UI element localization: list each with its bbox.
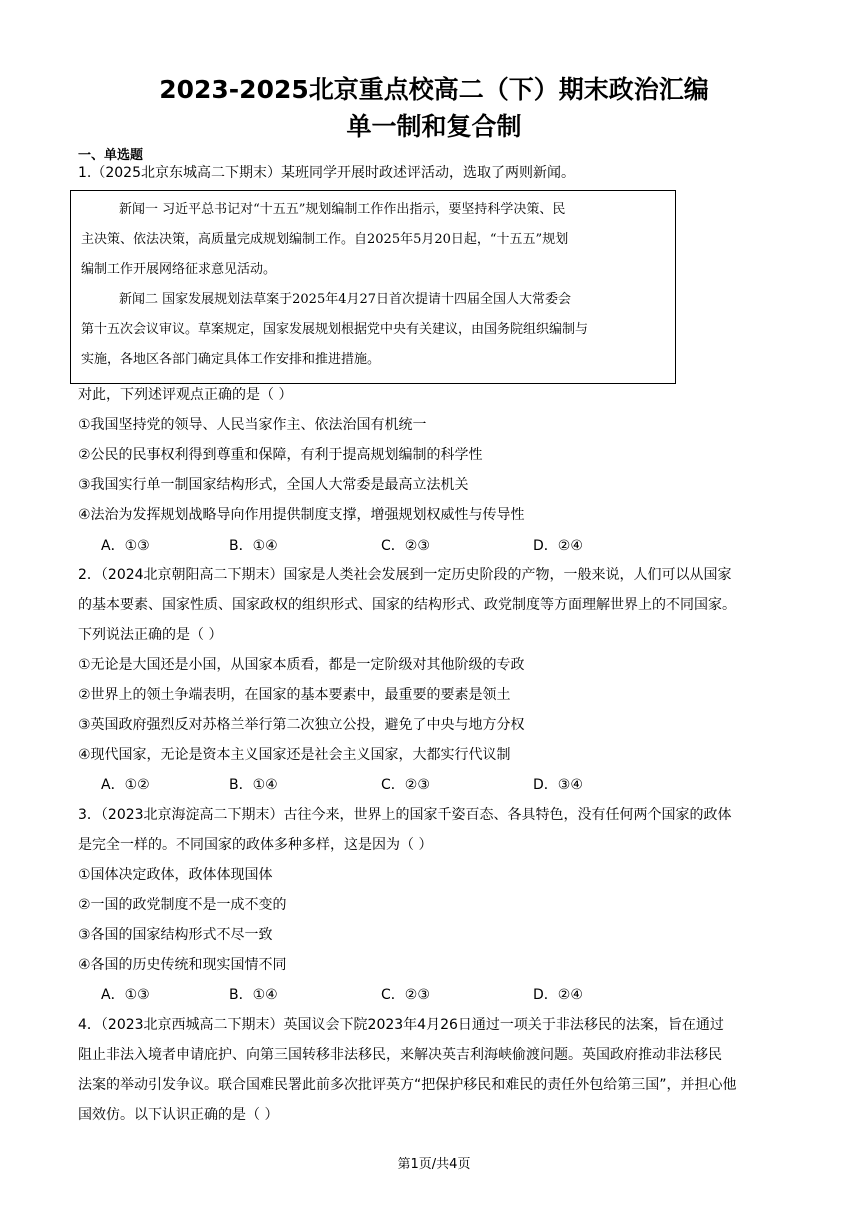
news-box bbox=[70, 190, 676, 384]
statement: ④各国的历史传统和现实国情不同 bbox=[78, 957, 287, 973]
question-4-stem: 法案的举动引发争议。联合国难民署此前多次批评英方“把保护移民和难民的责任外包给第三国”，并担心他 bbox=[78, 1077, 737, 1093]
statement: ④现代国家，无论是资本主义国家还是社会主义国家，大都实行代议制 bbox=[78, 747, 511, 763]
question-3-stem: 3．（2023北京海淀高二下期末）古往今来，世界上的国家千姿百态、各具特色，没有任何两个国家的政体 bbox=[78, 807, 732, 823]
news-line: 编制工作开展网络征求意见活动。 bbox=[81, 262, 277, 277]
option-d[interactable]: D．②④ bbox=[533, 987, 583, 1003]
question-4-stem: 阻止非法入境者申请庇护、向第三国转移非法移民，来解决英吉利海峡偷渡问题。英国政府推动非法移民 bbox=[78, 1047, 722, 1063]
news-line: 实施，各地区各部门确定具体工作安排和推进措施。 bbox=[81, 352, 381, 367]
statement: ①无论是大国还是小国，从国家本质看，都是一定阶级对其他阶级的专政 bbox=[78, 657, 525, 673]
question-1-stem: 1.（2025北京东城高二下期末）某班同学开展时政述评活动，选取了两则新闻。 bbox=[78, 165, 575, 181]
news-line: 主决策、依法决策，高质量完成规划编制工作。自2025年5月20日起，“十五五”规划 bbox=[81, 232, 569, 247]
option-a[interactable]: A．①③ bbox=[101, 987, 150, 1003]
option-c[interactable]: C．②③ bbox=[381, 777, 430, 793]
option-c[interactable]: C．②③ bbox=[381, 987, 430, 1003]
news-line: 新闻一 习近平总书记对“十五五”规划编制工作作出指示，要坚持科学决策、民 bbox=[119, 202, 566, 217]
statement: ③各国的国家结构形式不尽一致 bbox=[78, 927, 273, 943]
statement: ②世界上的领土争端表明，在国家的基本要素中，最重要的要素是领土 bbox=[78, 687, 511, 703]
news-line: 新闻二 国家发展规划法草案于2025年4月27日首次提请十四届全国人大常委会 bbox=[119, 292, 572, 307]
question-1-prompt: 对此，下列述评观点正确的是（ ） bbox=[78, 387, 293, 403]
question-2-stem: 的基本要素、国家性质、国家政权的组织形式、国家的结构形式、政党制度等方面理解世界上的不同国家。 bbox=[78, 597, 736, 613]
statement: ②一国的政党制度不是一成不变的 bbox=[78, 897, 287, 913]
page-title: 2023-2025北京重点校高二（下）期末政治汇编 bbox=[159, 75, 709, 104]
option-a[interactable]: A．①② bbox=[101, 777, 150, 793]
statement: ③我国实行单一制国家结构形式，全国人大常委是最高立法机关 bbox=[78, 477, 469, 493]
statement: ②公民的民事权利得到尊重和保障，有利于提高规划编制的科学性 bbox=[78, 447, 483, 463]
news-line: 第十五次会议审议。草案规定，国家发展规划根据党中央有关建议，由国务院组织编制与 bbox=[81, 322, 589, 337]
question-3-prompt: 是完全一样的。不同国家的政体多种多样，这是因为（ ） bbox=[78, 837, 433, 853]
option-d[interactable]: D．③④ bbox=[533, 777, 583, 793]
option-d[interactable]: D．②④ bbox=[533, 538, 583, 554]
question-2-stem: 2．（2024北京朝阳高二下期末）国家是人类社会发展到一定历史阶段的产物，一般来说，人们可以从国家 bbox=[78, 567, 732, 583]
statement: ③英国政府强烈反对苏格兰举行第二次独立公投，避免了中央与地方分权 bbox=[78, 717, 525, 733]
option-b[interactable]: B．①④ bbox=[229, 987, 278, 1003]
option-c[interactable]: C．②③ bbox=[381, 538, 430, 554]
question-4-stem: 4．（2023北京西城高二下期末）英国议会下院2023年4月26日通过一项关于非法移民的法案，旨在通过 bbox=[78, 1017, 724, 1033]
question-2-prompt: 下列说法正确的是（ ） bbox=[78, 627, 223, 643]
page-number: 第1页/共4页 bbox=[397, 1157, 471, 1172]
section-heading: 一、单选题 bbox=[78, 148, 144, 163]
option-b[interactable]: B．①④ bbox=[229, 538, 278, 554]
statement: ④法治为发挥规划战略导向作用提供制度支撑，增强规划权威性与传导性 bbox=[78, 507, 525, 523]
option-b[interactable]: B．①④ bbox=[229, 777, 278, 793]
option-a[interactable]: A．①③ bbox=[101, 538, 150, 554]
question-4-prompt: 国效仿。以下认识正确的是（ ） bbox=[78, 1107, 279, 1123]
page-subtitle: 单一制和复合制 bbox=[346, 112, 522, 141]
statement: ①国体决定政体，政体体现国体 bbox=[78, 867, 273, 883]
statement: ①我国坚持党的领导、人民当家作主、依法治国有机统一 bbox=[78, 417, 427, 433]
